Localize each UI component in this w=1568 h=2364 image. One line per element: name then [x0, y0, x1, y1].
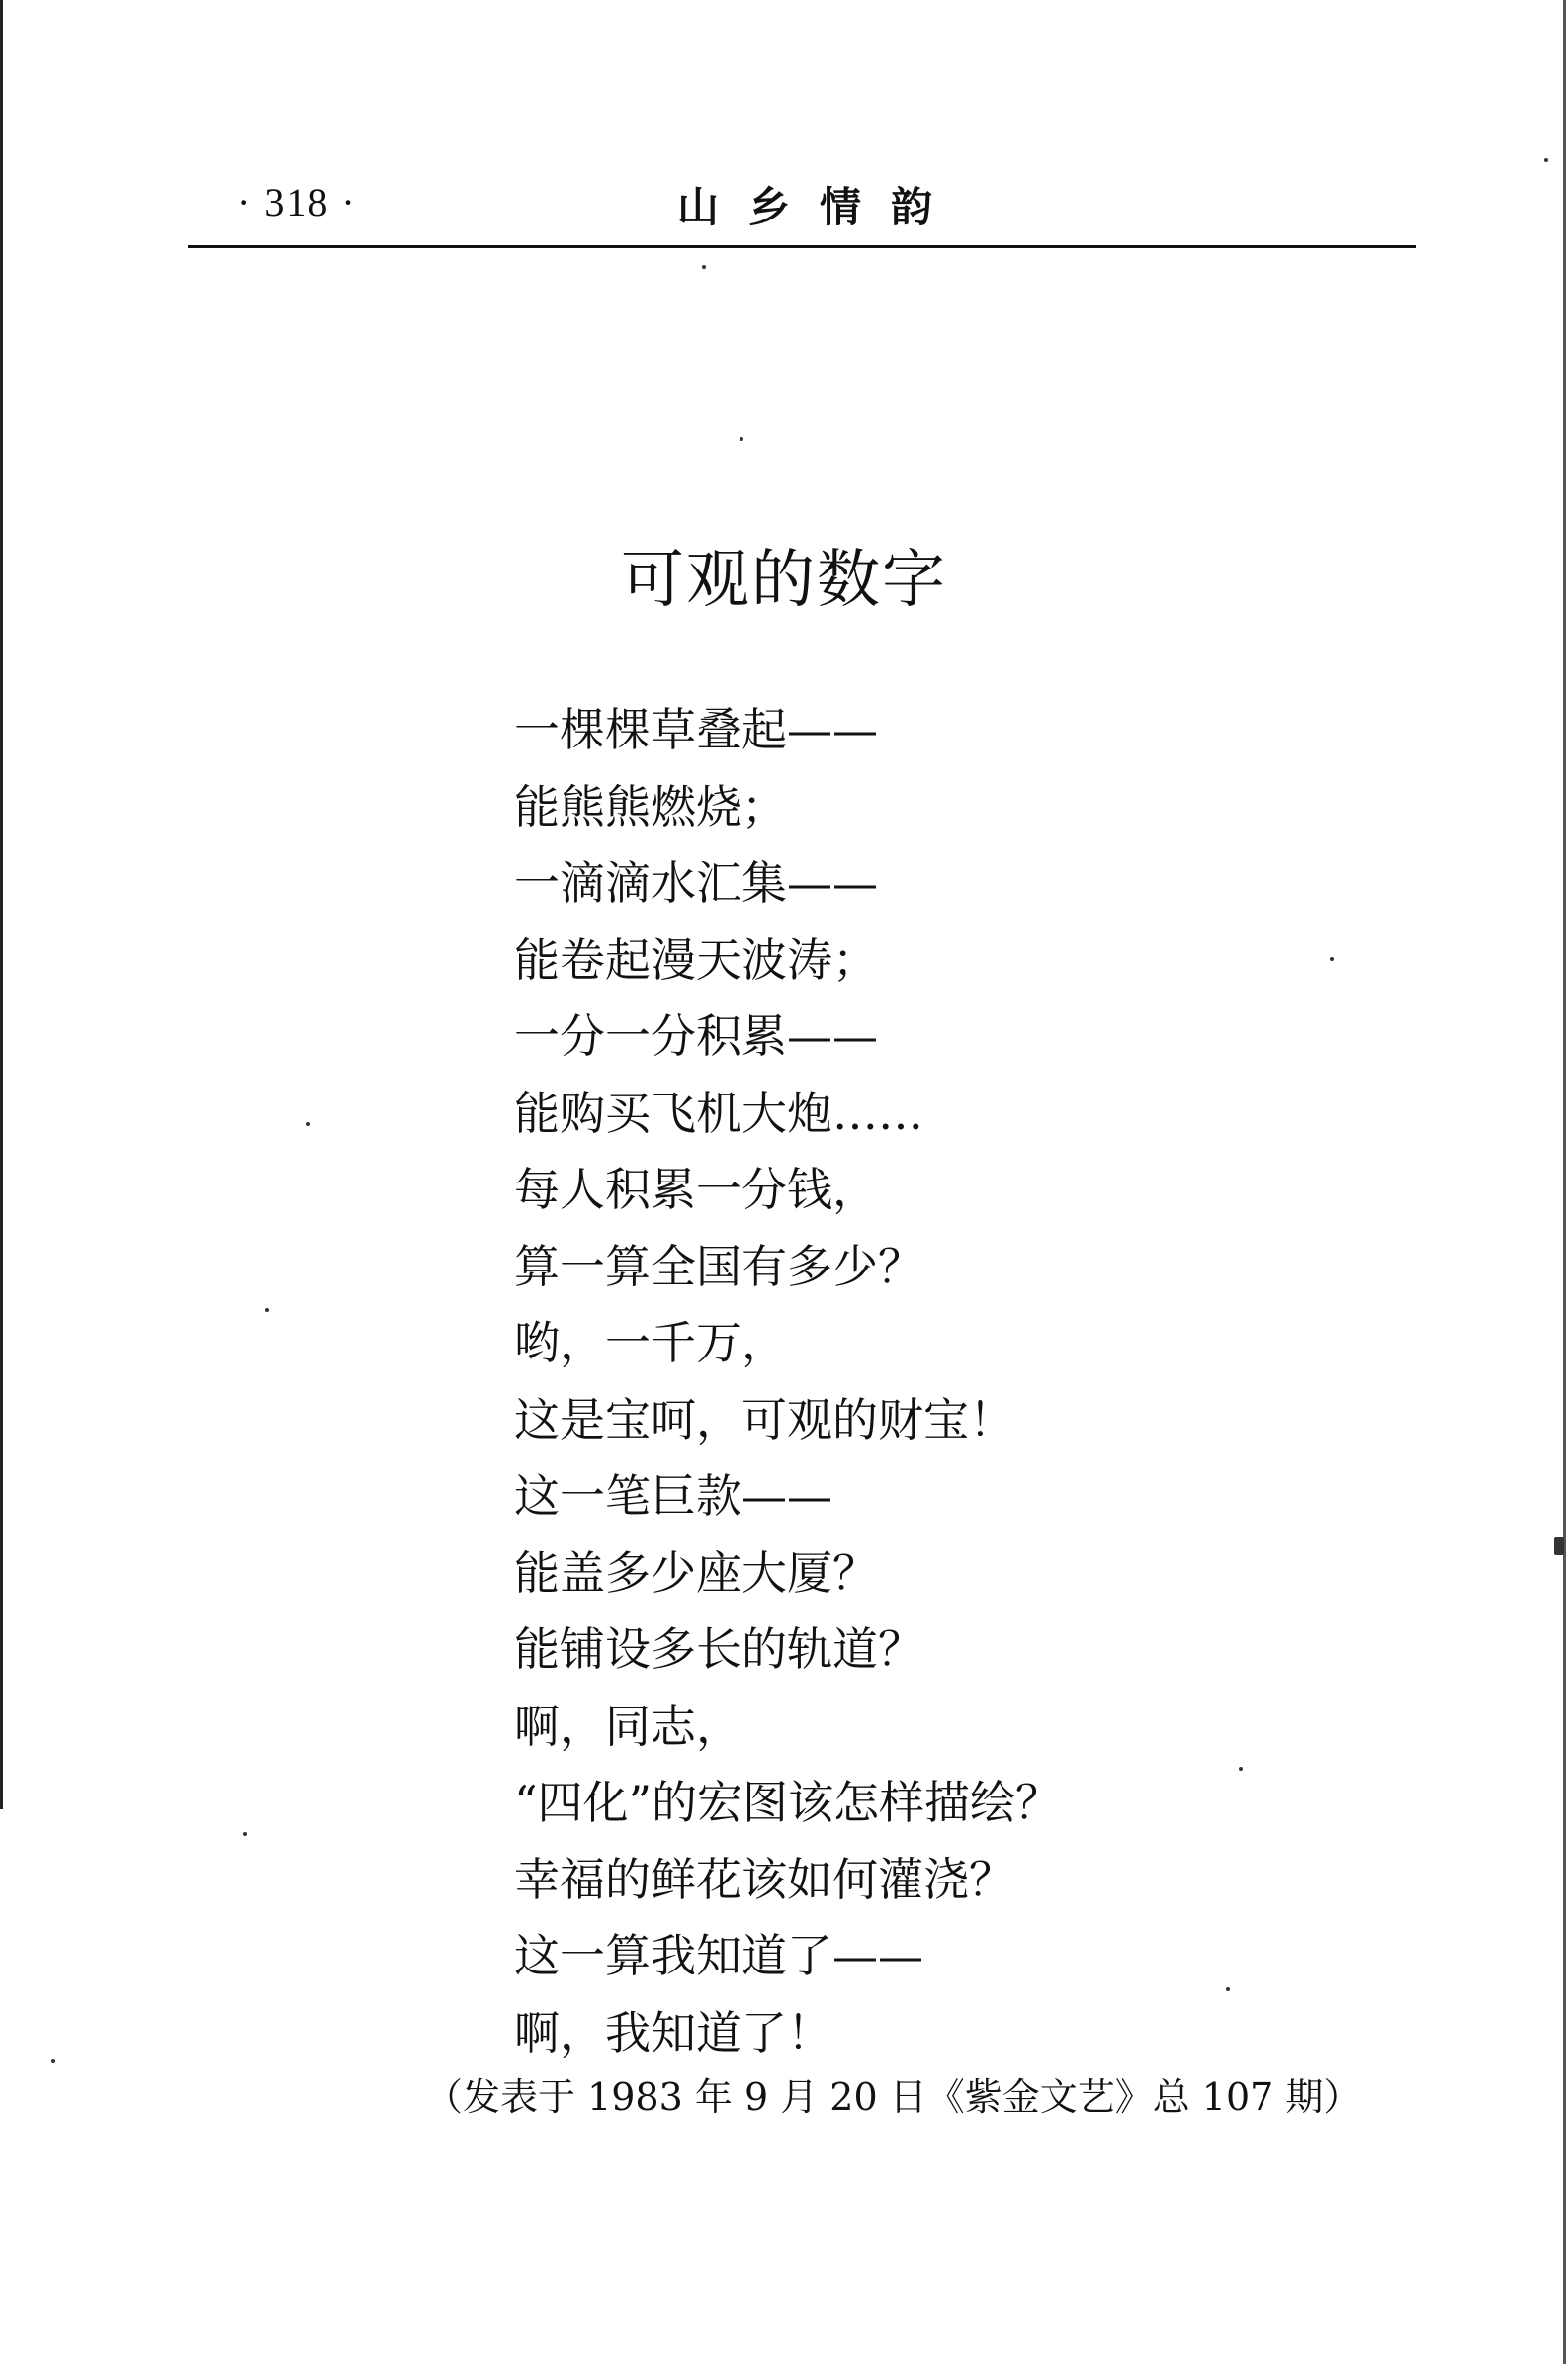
scan-speck — [740, 437, 743, 441]
poem-line: 啊，我知道了！ — [514, 2005, 832, 2059]
right-scan-edge — [1563, 0, 1566, 2364]
header-rule — [188, 245, 1416, 248]
poem-line: 这是宝呵，可观的财宝！ — [514, 1392, 1014, 1446]
poem-line: 能铺设多长的轨道？ — [514, 1622, 923, 1676]
poem-line: 能熊熊燃烧； — [514, 779, 787, 833]
running-title: 山乡情韵 — [677, 183, 963, 231]
scan-speck — [265, 1308, 269, 1312]
poem-line: 啊，同志， — [514, 1699, 741, 1753]
scan-speck — [243, 1832, 247, 1836]
scan-speck — [1239, 1767, 1243, 1771]
left-scan-edge — [0, 0, 3, 1809]
poem-line: 这一笔巨款—— — [514, 1469, 832, 1523]
scan-speck — [1226, 1987, 1230, 1991]
page-header — [188, 173, 1414, 252]
scan-speck — [1330, 957, 1334, 961]
poem-line: 能盖多少座大厦？ — [514, 1545, 878, 1600]
page-number: · 318 · — [237, 180, 357, 224]
poem-line: 能购买飞机大炮…… — [514, 1086, 923, 1140]
poem-line: 幸福的鲜花该如何灌浇？ — [514, 1852, 1014, 1906]
scan-speck — [51, 2059, 55, 2063]
poem-line: 一分一分积累—— — [514, 1009, 878, 1063]
scan-speck — [1544, 158, 1548, 162]
poem-line: 一滴滴水汇集—— — [514, 856, 878, 910]
poem-line: 算一算全国有多少？ — [514, 1239, 923, 1293]
poem-line: 一棵棵草叠起—— — [514, 703, 878, 756]
poem-body — [514, 692, 1061, 2071]
scan-speck — [1554, 1537, 1564, 1555]
poem-line: 能卷起漫天波涛； — [514, 932, 878, 987]
poem-line: 每人积累一分钱， — [514, 1163, 878, 1216]
poem-title: 可观的数字 — [621, 544, 947, 617]
publication-note: （发表于 1983 年 9 月 20 日《紫金文艺》总 107 期） — [425, 2075, 1361, 2119]
scan-speck — [702, 265, 706, 269]
poem-line: 哟，一千万， — [514, 1316, 787, 1369]
poem-line: 这一算我知道了—— — [514, 1929, 923, 1982]
poem-line: “四化”的宏图该怎样描绘？ — [514, 1776, 1062, 1829]
scan-speck — [306, 1122, 310, 1126]
